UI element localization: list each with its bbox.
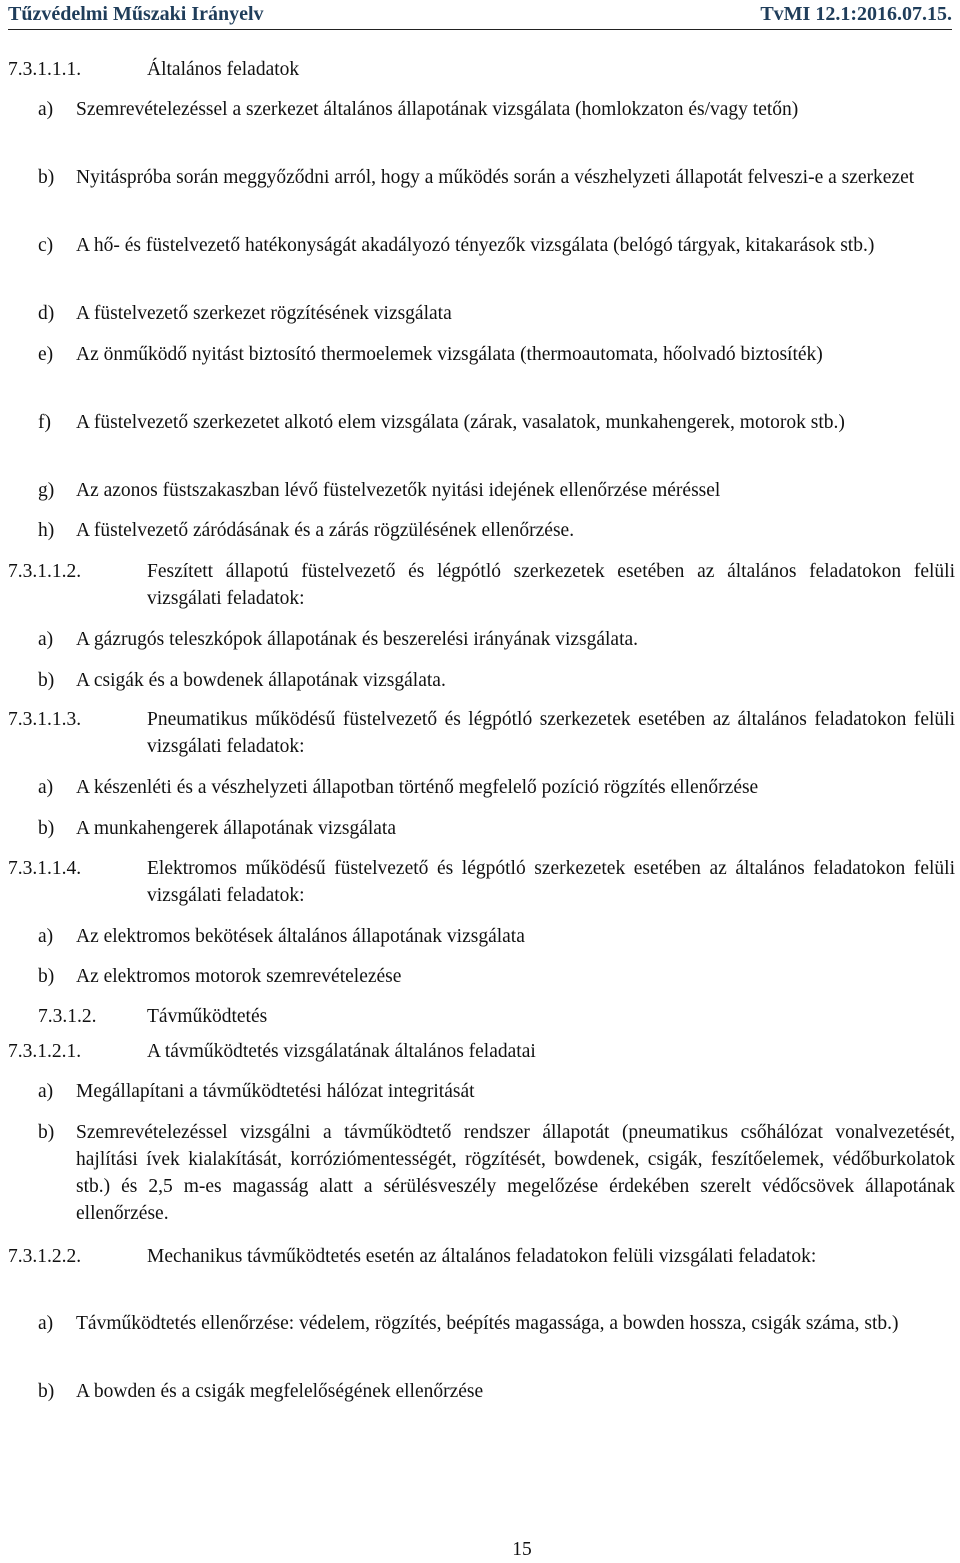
section-number: 7.3.1.2.2.: [8, 1246, 82, 1267]
list-marker: a): [38, 629, 54, 650]
list-marker: b): [38, 966, 55, 987]
page-header: [8, 0, 952, 30]
list-marker: a): [38, 1313, 54, 1334]
list-marker: a): [38, 99, 54, 120]
list-text: Szemrevételezéssel a szerkezet általános állapotának vizsgálata (homlokzaton és/vagy tetőn): [76, 99, 799, 120]
section-number: 7.3.1.1.4.: [8, 858, 82, 879]
section-number: 7.3.1.2.: [38, 1006, 97, 1027]
list-text: A készenléti és a vészhelyzeti állapotban történő megfelelő pozíció rögzítés ellenőrzése: [76, 777, 759, 798]
section-number: 7.3.1.1.1.: [8, 59, 82, 80]
list-text: A bowden és a csigák megfelelőségének ellenőrzése: [76, 1381, 484, 1402]
section-title: Feszített állapotú füstelvezető és légpótló szerkezetek esetében az általános feladatokon felüli vizsgálati feladatok:: [147, 561, 955, 609]
list-marker: b): [38, 818, 55, 839]
list-text: Szemrevételezéssel vizsgálni a távműködtető rendszer állapotát (pneumatikus csőhálózat vonalvezetését, hajlítási ívek kialakítását, korróziómentességét, rögzítését, bowdenek, csigák, feszítőelemek, védőburkolatok stb.) és 2,5 m-es magasság alatt a sérülésveszély megelőzése érdekében szerelt védőcsövek állapotának ellenőrzése.: [76, 1122, 955, 1224]
list-text: A gázrugós teleszkópok állapotának és beszerelési irányának vizsgálata.: [76, 629, 639, 650]
list-marker: g): [38, 480, 55, 501]
section-title: Mechanikus távműködtetés esetén az általános feladatokon felüli vizsgálati feladatok:: [147, 1246, 817, 1267]
list-text: Az elektromos bekötések általános állapotának vizsgálata: [76, 926, 525, 947]
section-number: 7.3.1.1.3.: [8, 709, 82, 730]
header-title: Tűzvédelmi Műszaki Irányelv: [8, 3, 264, 25]
header-doc-id: TvMI 12.1:2016.07.15.: [760, 3, 952, 25]
section-title: Távműködtetés: [147, 1006, 268, 1027]
list-marker: b): [38, 1381, 55, 1402]
list-marker: d): [38, 303, 55, 324]
list-marker: b): [38, 670, 55, 691]
section-title: Elektromos működésű füstelvezető és légpótló szerkezetek esetében az általános feladatokon felüli vizsgálati feladatok:: [147, 858, 955, 906]
list-text: A hő- és füstelvezető hatékonyságát akadályozó tényezők vizsgálata (belógó tárgyak, kitakarások stb.): [76, 235, 875, 256]
list-text: A füstelvezető szerkezetet alkotó elem vizsgálata (zárak, vasalatok, munkahengerek, motorok stb.): [76, 412, 845, 433]
section-title: Pneumatikus működésű füstelvezető és légpótló szerkezetek esetében az általános feladatokon felüli vizsgálati feladatok:: [147, 709, 955, 757]
list-text: A füstelvezető szerkezet rögzítésének vizsgálata: [76, 303, 452, 324]
list-marker: f): [38, 412, 51, 433]
list-marker: h): [38, 520, 55, 541]
list-text: Nyitáspróba során meggyőződni arról, hogy a működés során a vészhelyzeti állapotát felveszi-e a szerkezet: [76, 167, 915, 188]
page-number: 15: [512, 1539, 532, 1560]
list-marker: b): [38, 167, 55, 188]
list-text: A füstelvezető záródásának és a zárás rögzülésének ellenőrzése.: [76, 520, 575, 541]
list-text: A csigák és a bowdenek állapotának vizsgálata.: [76, 670, 446, 691]
list-marker: c): [38, 235, 54, 256]
list-text: Az azonos füstszakaszban lévő füstelvezetők nyitási idejének ellenőrzése méréssel: [76, 480, 721, 501]
list-text: Távműködtetés ellenőrzése: védelem, rögzítés, beépítés magassága, a bowden hossza, csigák száma, stb.): [76, 1313, 899, 1334]
list-marker: a): [38, 926, 54, 947]
list-text: Az elektromos motorok szemrevételezése: [76, 966, 402, 987]
list-marker: b): [38, 1122, 55, 1143]
list-text: Az önműködő nyitást biztosító thermoelemek vizsgálata (thermoautomata, hőolvadó biztosíték): [76, 344, 823, 365]
section-number: 7.3.1.1.2.: [8, 561, 82, 582]
section-title: A távműködtetés vizsgálatának általános feladatai: [147, 1041, 536, 1062]
list-marker: a): [38, 777, 54, 798]
section-number: 7.3.1.2.1.: [8, 1041, 82, 1062]
list-text: Megállapítani a távműködtetési hálózat integritását: [76, 1081, 475, 1102]
list-marker: e): [38, 344, 54, 365]
section-title: Általános feladatok: [147, 59, 300, 80]
list-marker: a): [38, 1081, 54, 1102]
list-text: A munkahengerek állapotának vizsgálata: [76, 818, 396, 839]
